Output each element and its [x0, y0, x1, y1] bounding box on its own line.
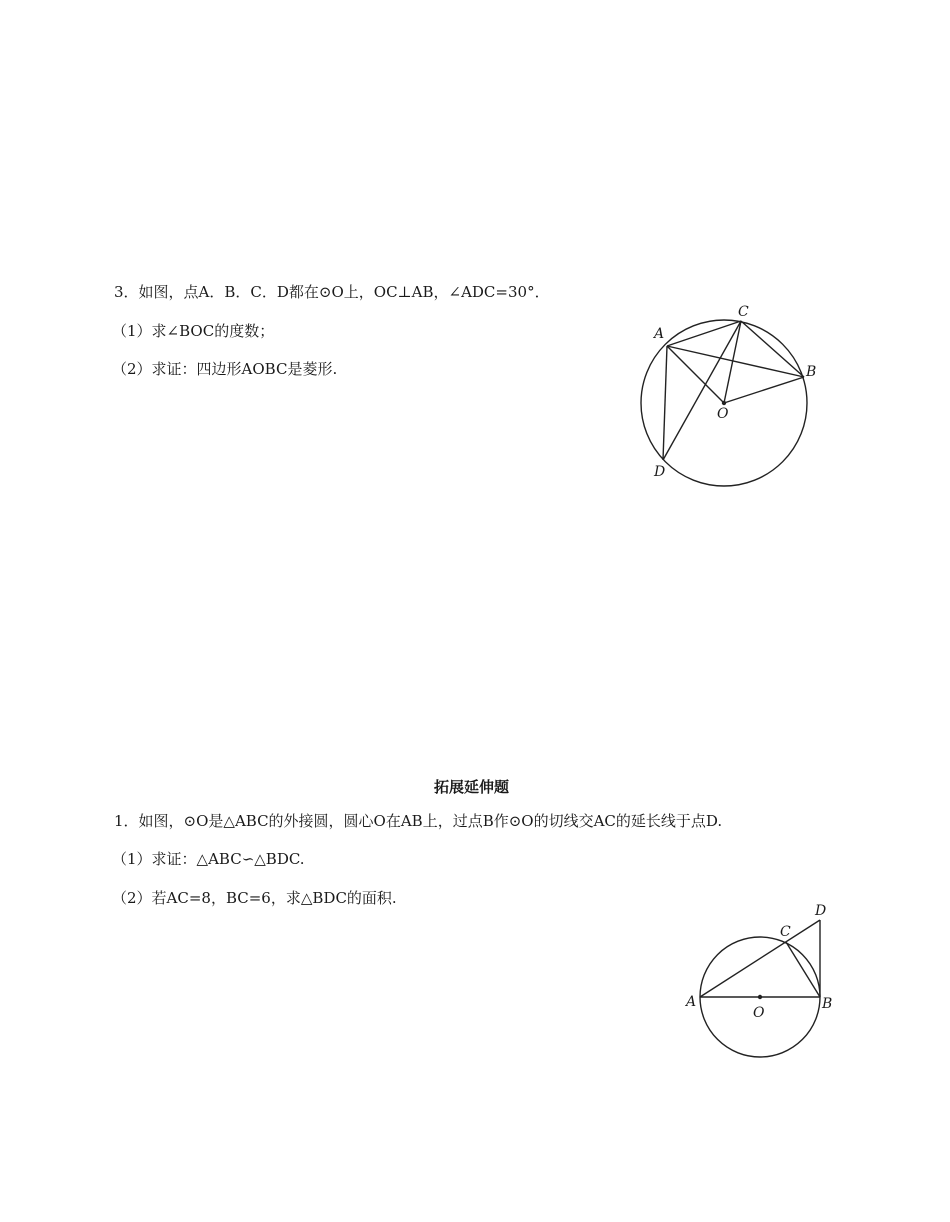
label-a: A	[654, 326, 665, 342]
section-title: 拓展延伸题	[434, 778, 510, 796]
label-b: B	[806, 364, 817, 380]
label-o: O	[717, 406, 729, 422]
label-o-2: O	[753, 1005, 765, 1021]
problem3-part2: （2）求证：四边形AOBC是菱形.	[112, 360, 338, 378]
figure-circle-aobc	[620, 295, 840, 495]
segment-ao	[667, 346, 724, 403]
segment-cb	[741, 321, 804, 377]
problem3-statement: 3．如图，点A．B．C．D都在⊙O上，OC⊥AB，∠ADC=30°．	[114, 283, 550, 301]
problem1-statement: 1．如图，⊙O是△ABC的外接圆，圆心O在AB上，过点B作⊙O的切线交AC的延长线于点D.	[114, 812, 723, 830]
label-c: C	[738, 304, 749, 320]
figure-circle-abc-tangent	[680, 895, 850, 1065]
label-b-2: B	[822, 996, 833, 1012]
label-c-2: C	[780, 924, 791, 940]
segment-cb-2	[786, 942, 820, 997]
center-dot-o	[722, 401, 726, 405]
segment-ad-2	[700, 920, 820, 997]
label-a-2: A	[686, 994, 697, 1010]
label-d-2: D	[815, 903, 827, 919]
label-d: D	[654, 464, 666, 480]
segment-ob	[724, 377, 804, 403]
problem1-part1: （1）求证：△ABC∽△BDC.	[112, 850, 305, 868]
center-dot-o-2	[758, 995, 762, 999]
problem3-part1: （1）求∠BOC的度数；	[112, 322, 275, 340]
segment-dc	[663, 321, 741, 460]
segment-ad	[663, 346, 667, 460]
problem1-part2: （2）若AC=8，BC=6，求△BDC的面积.	[112, 889, 397, 907]
